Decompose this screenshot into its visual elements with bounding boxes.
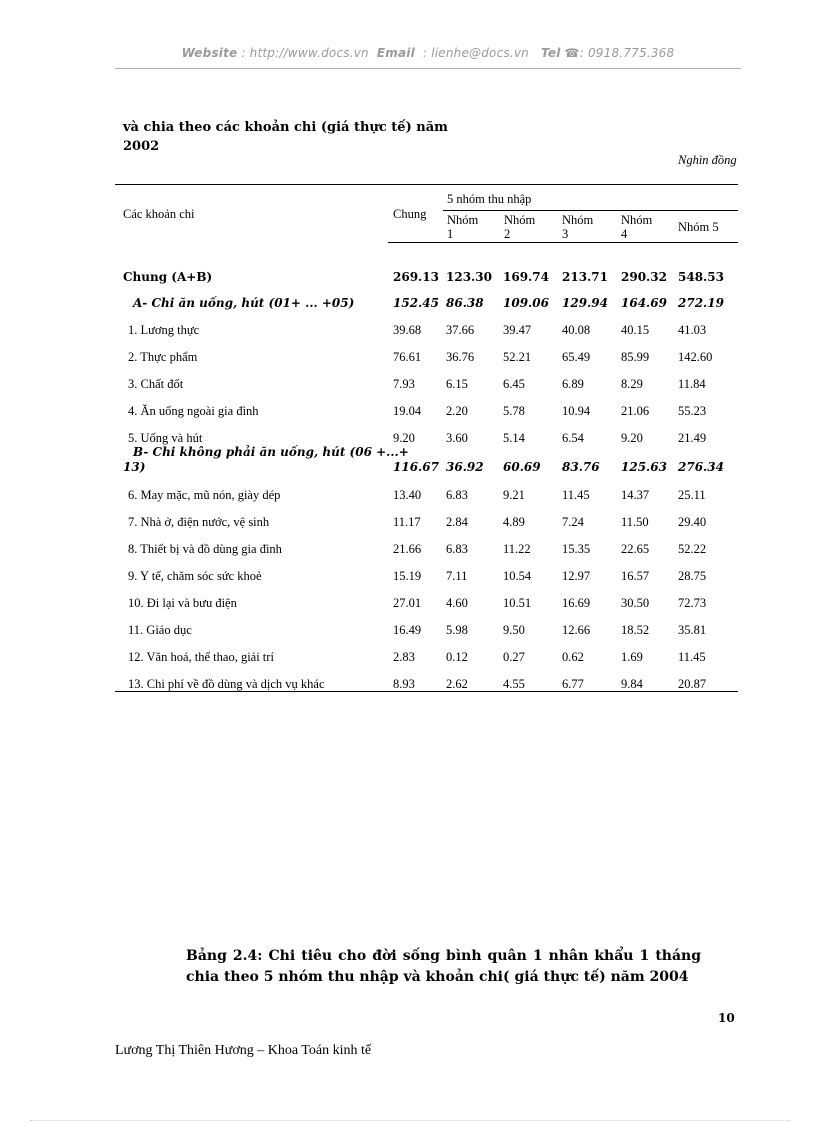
cell-group-3: 6.77 [562, 677, 584, 691]
cell-group-2: 10.51 [503, 596, 532, 610]
cell-group-1: 123.30 [446, 270, 492, 284]
cell-group-2: 60.69 [503, 460, 541, 474]
cell-group-4: 125.63 [621, 460, 667, 474]
cell-group-5: 21.49 [678, 431, 707, 445]
cell-group-1: 86.38 [446, 296, 484, 310]
table-row [123, 515, 743, 533]
cell-group-2: 52.21 [503, 350, 532, 364]
cell-group-1: 37.66 [446, 323, 475, 337]
page-number: 10 [718, 1011, 735, 1025]
cell-group-5: 548.53 [678, 270, 724, 284]
cell-total: 8.93 [393, 677, 415, 691]
cell-group-3: 11.45 [562, 488, 590, 502]
cell-group-3: 12.97 [562, 569, 591, 583]
cell-group-2: 5.14 [503, 431, 525, 445]
column-header-group-5: Nhóm 5 [678, 220, 719, 234]
cell-group-2: 0.27 [503, 650, 525, 664]
footer-divider [30, 1120, 790, 1121]
tel-value: : 0918.775.368 [579, 46, 675, 60]
cell-total: 152.45 [393, 296, 439, 310]
cell-group-1: 2.20 [446, 404, 468, 418]
cell-group-4: 14.37 [621, 488, 650, 502]
cell-group-4: 290.32 [621, 270, 667, 284]
cell-total: 13.40 [393, 488, 422, 502]
cell-group-1: 36.76 [446, 350, 475, 364]
table-bottom-rule [115, 691, 738, 692]
cell-group-2: 169.74 [503, 270, 549, 284]
cell-group-3: 129.94 [562, 296, 608, 310]
cell-group-5: 272.19 [678, 296, 724, 310]
cell-group-1: 6.83 [446, 488, 468, 502]
cell-group-5: 72.73 [678, 596, 707, 610]
unit-label: Nghìn đồng [678, 153, 737, 167]
cell-group-4: 1.69 [621, 650, 643, 664]
row-label: A- Chi ăn uống, hút (01+ ... +05) [133, 296, 355, 310]
cell-group-5: 11.84 [678, 377, 706, 391]
cell-group-3: 6.89 [562, 377, 584, 391]
cell-total: 76.61 [393, 350, 422, 364]
cell-group-4: 18.52 [621, 623, 650, 637]
table-row-section-b [123, 460, 743, 478]
cell-group-5: 55.23 [678, 404, 707, 418]
cell-total: 19.04 [393, 404, 422, 418]
section-b-label-line2: 13) [123, 460, 146, 474]
cell-group-2: 109.06 [503, 296, 549, 310]
cell-group-2: 9.21 [503, 488, 525, 502]
cell-group-2: 4.89 [503, 515, 525, 529]
column-header-group-1: Nhóm 1 [447, 213, 479, 241]
cell-group-5: 52.22 [678, 542, 707, 556]
table-top-rule [115, 184, 738, 185]
cell-group-3: 0.62 [562, 650, 584, 664]
cell-group-3: 10.94 [562, 404, 591, 418]
cell-group-1: 5.98 [446, 623, 468, 637]
row-label: 8. Thiết bị và đồ dùng gia đình [128, 542, 282, 556]
table-caption-top: và chia theo các khoản chi (giá thực tế) năm 2002 [123, 120, 448, 154]
group-rule [443, 210, 738, 211]
column-header-group-4: Nhóm 4 [621, 213, 653, 241]
table-row [123, 542, 743, 560]
column-header-group-3: Nhóm 3 [562, 213, 594, 241]
cell-group-5: 20.87 [678, 677, 707, 691]
cell-group-3: 83.76 [562, 460, 600, 474]
cell-group-3: 6.54 [562, 431, 584, 445]
column-header-label: Các khoản chi [123, 207, 195, 221]
cell-total: 269.13 [393, 270, 439, 284]
cell-total: 39.68 [393, 323, 422, 337]
cell-group-3: 40.08 [562, 323, 591, 337]
cell-group-4: 11.50 [621, 515, 649, 529]
page-footer: Lương Thị Thiên Hương – Khoa Toán kinh tế [115, 1043, 372, 1058]
row-label: 13. Chi phí về đồ dùng và dịch vụ khác [128, 677, 325, 691]
column-header-group-2: Nhóm 2 [504, 213, 536, 241]
column-header-total: Chung [393, 207, 427, 221]
row-label: 6. May mặc, mũ nón, giày dép [128, 488, 281, 502]
table-row [123, 323, 743, 341]
header-divider [115, 68, 741, 69]
cell-total: 11.17 [393, 515, 421, 529]
table-row [123, 404, 743, 422]
email-label: Email [376, 46, 415, 60]
header-bottom-rule [388, 242, 738, 243]
cell-group-4: 22.65 [621, 542, 650, 556]
cell-group-4: 85.99 [621, 350, 650, 364]
website-value: : http://www.docs.vn [241, 46, 369, 60]
cell-group-4: 164.69 [621, 296, 667, 310]
row-label: 1. Lương thực [128, 323, 200, 337]
cell-group-1: 36.92 [446, 460, 484, 474]
cell-group-2: 5.78 [503, 404, 525, 418]
cell-group-2: 4.55 [503, 677, 525, 691]
cell-group-3: 65.49 [562, 350, 591, 364]
cell-group-2: 11.22 [503, 542, 531, 556]
row-label: 9. Y tế, chăm sóc sức khoẻ [128, 569, 262, 583]
cell-group-2: 10.54 [503, 569, 532, 583]
cell-group-1: 6.83 [446, 542, 468, 556]
cell-group-1: 2.62 [446, 677, 468, 691]
row-label: 10. Đi lại và bưu điện [128, 596, 237, 610]
cell-total: 2.83 [393, 650, 415, 664]
table-row [123, 677, 743, 695]
cell-group-5: 142.60 [678, 350, 713, 364]
row-label: 7. Nhà ở, điện nước, vệ sinh [128, 515, 270, 529]
table-row-section-a [123, 296, 743, 314]
table-caption-bottom: Bảng 2.4: Chi tiêu cho đời sống bình quân 1 nhân khẩu 1 tháng chia theo 5 nhóm thu nhập và khoản chi( giá thực tế) năm 2004 [186, 948, 701, 985]
page-header [115, 46, 741, 60]
cell-group-5: 28.75 [678, 569, 707, 583]
column-group-header: 5 nhóm thu nhập [447, 192, 532, 206]
cell-group-5: 276.34 [678, 460, 724, 474]
cell-total: 7.93 [393, 377, 415, 391]
cell-group-1: 7.11 [446, 569, 468, 583]
cell-group-2: 39.47 [503, 323, 532, 337]
cell-group-1: 2.84 [446, 515, 468, 529]
row-label: 4. Ăn uống ngoài gia đình [128, 404, 259, 418]
table-row [123, 650, 743, 668]
row-label: 5. Uống và hút [128, 431, 203, 445]
cell-group-2: 6.45 [503, 377, 525, 391]
cell-group-3: 16.69 [562, 596, 591, 610]
cell-group-3: 213.71 [562, 270, 608, 284]
cell-total: 116.67 [393, 460, 439, 474]
row-label: 11. Giáo dục [128, 623, 192, 637]
cell-group-4: 21.06 [621, 404, 650, 418]
cell-total: 9.20 [393, 431, 415, 445]
cell-group-4: 8.29 [621, 377, 643, 391]
table-row [123, 623, 743, 641]
row-label: Chung (A+B) [123, 270, 213, 284]
cell-total: 15.19 [393, 569, 422, 583]
cell-total: 21.66 [393, 542, 422, 556]
table-row [123, 488, 743, 506]
cell-group-1: 6.15 [446, 377, 468, 391]
row-label: 2. Thực phẩm [128, 350, 198, 364]
cell-group-5: 29.40 [678, 515, 707, 529]
cell-group-3: 12.66 [562, 623, 591, 637]
table-row [123, 569, 743, 587]
cell-total: 16.49 [393, 623, 422, 637]
cell-total: 27.01 [393, 596, 422, 610]
cell-group-5: 25.11 [678, 488, 706, 502]
table-row-total [123, 270, 743, 288]
cell-group-3: 15.35 [562, 542, 591, 556]
cell-group-5: 41.03 [678, 323, 707, 337]
cell-group-1: 3.60 [446, 431, 468, 445]
row-label: 3. Chất đốt [128, 377, 184, 391]
cell-group-4: 30.50 [621, 596, 650, 610]
cell-group-4: 40.15 [621, 323, 650, 337]
cell-group-5: 35.81 [678, 623, 707, 637]
section-b-label-line1: B- Chi không phải ăn uống, hút (06 +...+ [133, 445, 409, 459]
cell-group-1: 4.60 [446, 596, 468, 610]
cell-group-4: 16.57 [621, 569, 650, 583]
tel-label: Tel [541, 46, 561, 60]
cell-group-2: 9.50 [503, 623, 525, 637]
table-row [123, 596, 743, 614]
phone-icon: ☎ [564, 46, 580, 60]
cell-group-1: 0.12 [446, 650, 468, 664]
cell-group-3: 7.24 [562, 515, 584, 529]
email-value: : lienhe@docs.vn [422, 46, 529, 60]
table-row [123, 350, 743, 368]
cell-group-4: 9.84 [621, 677, 643, 691]
cell-group-5: 11.45 [678, 650, 706, 664]
website-label: Website [181, 46, 238, 60]
cell-group-4: 9.20 [621, 431, 643, 445]
table-row [123, 377, 743, 395]
row-label: 12. Văn hoá, thể thao, giải trí [128, 650, 274, 664]
